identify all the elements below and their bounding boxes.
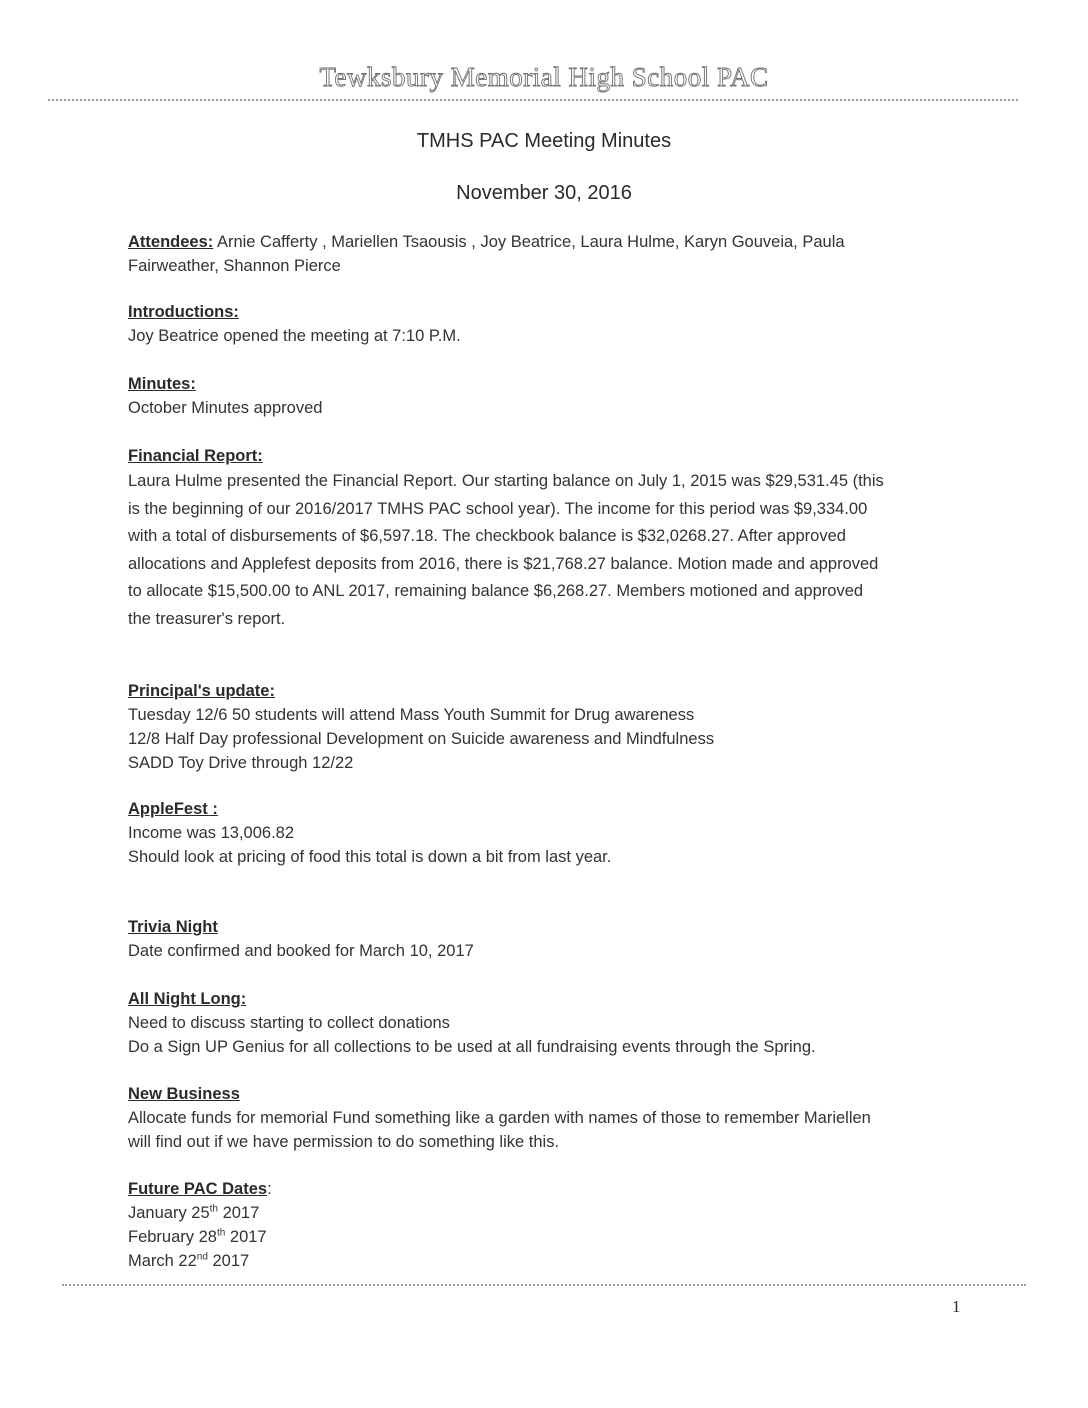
principals-update-line: 12/8 Half Day professional Development on Suicide awareness and Mindfulness <box>128 730 715 748</box>
attendees-names-2: Fairweather, Shannon Pierce <box>128 257 341 275</box>
introductions-text: Joy Beatrice opened the meeting at 7:10 P.M. <box>128 327 461 345</box>
introductions-heading: Introductions: <box>128 303 239 321</box>
date-day: February 28 <box>128 1228 217 1246</box>
trivia-night-heading: Trivia Night <box>128 918 218 936</box>
date-day: March 22 <box>128 1252 197 1270</box>
footer-divider <box>62 1284 1026 1286</box>
future-pac-date <box>128 1249 968 1273</box>
future-pac-dates-colon: : <box>267 1180 272 1198</box>
page-number: 1 <box>952 1297 961 1316</box>
date-day: January 25 <box>128 1204 210 1222</box>
applefest-heading: AppleFest : <box>128 800 218 818</box>
new-business-heading: New Business <box>128 1085 240 1103</box>
attendees-line-1 <box>128 230 968 254</box>
principals-update-section <box>128 679 968 775</box>
financial-report-line: the treasurer's report. <box>128 609 286 628</box>
date-ordinal: th <box>209 1203 218 1215</box>
all-night-long-line: Need to discuss starting to collect donations <box>128 1014 450 1032</box>
document-date: November 30, 2016 <box>456 182 632 204</box>
date-year: 2017 <box>207 1252 250 1270</box>
financial-report-line: to allocate $15,500.00 to ANL 2017, remaining balance $6,268.27. Members motioned and approved <box>128 582 864 600</box>
trivia-night-section <box>128 915 968 963</box>
financial-report-section <box>128 444 968 633</box>
all-night-long-heading: All Night Long: <box>128 990 247 1008</box>
future-pac-dates-section <box>128 1177 968 1273</box>
future-pac-date <box>128 1225 968 1249</box>
applefest-line: Should look at pricing of food this total is down a bit from last year. <box>128 848 612 866</box>
date-year: 2017 <box>217 1204 260 1222</box>
all-night-long-line: Do a Sign UP Genius for all collections to be used at all fundraising events through the Spring. <box>128 1038 816 1056</box>
principals-update-heading: Principal's update: <box>128 682 275 700</box>
financial-report-heading: Financial Report: <box>128 447 263 465</box>
financial-report-text <box>128 468 968 633</box>
future-pac-dates-heading-line <box>128 1177 968 1201</box>
trivia-night-text: Date confirmed and booked for March 10, 2017 <box>128 942 474 960</box>
minutes-body <box>128 230 968 1273</box>
principals-update-line: Tuesday 12/6 50 students will attend Mass Youth Summit for Drug awareness <box>128 706 695 724</box>
financial-report-line: is the beginning of our 2016/2017 TMHS PAC school year). The income for this period was $9,334.00 <box>128 499 868 518</box>
attendees-names-1: Arnie Cafferty , Mariellen Tsaousis , Joy Beatrice, Laura Hulme, Karyn Gouveia, Paula <box>213 233 845 251</box>
header-divider <box>48 99 1018 101</box>
new-business-line: will find out if we have permission to do something like this. <box>128 1133 560 1151</box>
applefest-section <box>128 797 968 869</box>
attendees-section <box>128 230 968 278</box>
date-ordinal: nd <box>196 1251 208 1263</box>
future-pac-date <box>128 1201 968 1225</box>
minutes-heading: Minutes: <box>128 375 196 393</box>
principals-update-line: SADD Toy Drive through 12/22 <box>128 754 354 772</box>
applefest-line: Income was 13,006.82 <box>128 824 295 842</box>
new-business-line: Allocate funds for memorial Fund something like a garden with names of those to remember Mariellen <box>128 1109 871 1127</box>
introductions-section <box>128 300 968 348</box>
financial-report-line: with a total of disbursements of $6,597.18. The checkbook balance is $32,0268.27. After approved <box>128 527 846 545</box>
financial-report-line: Laura Hulme presented the Financial Report. Our starting balance on July 1, 2015 was $29,531.45 (this <box>128 472 884 490</box>
attendees-heading: Attendees: <box>128 233 214 251</box>
minutes-section <box>128 372 968 420</box>
new-business-section <box>128 1082 968 1154</box>
all-night-long-section <box>128 987 968 1059</box>
document-title: TMHS PAC Meeting Minutes <box>416 130 672 152</box>
financial-report-line: allocations and Applefest deposits from 2016, there is $21,768.27 balance. Motion made and approved <box>128 554 879 573</box>
organization-header: Tewksbury Memorial High School PAC <box>319 62 769 92</box>
date-ordinal: th <box>216 1227 226 1239</box>
future-pac-dates-heading: Future PAC Dates <box>128 1180 268 1198</box>
date-year: 2017 <box>225 1228 267 1246</box>
minutes-text: October Minutes approved <box>128 399 323 417</box>
